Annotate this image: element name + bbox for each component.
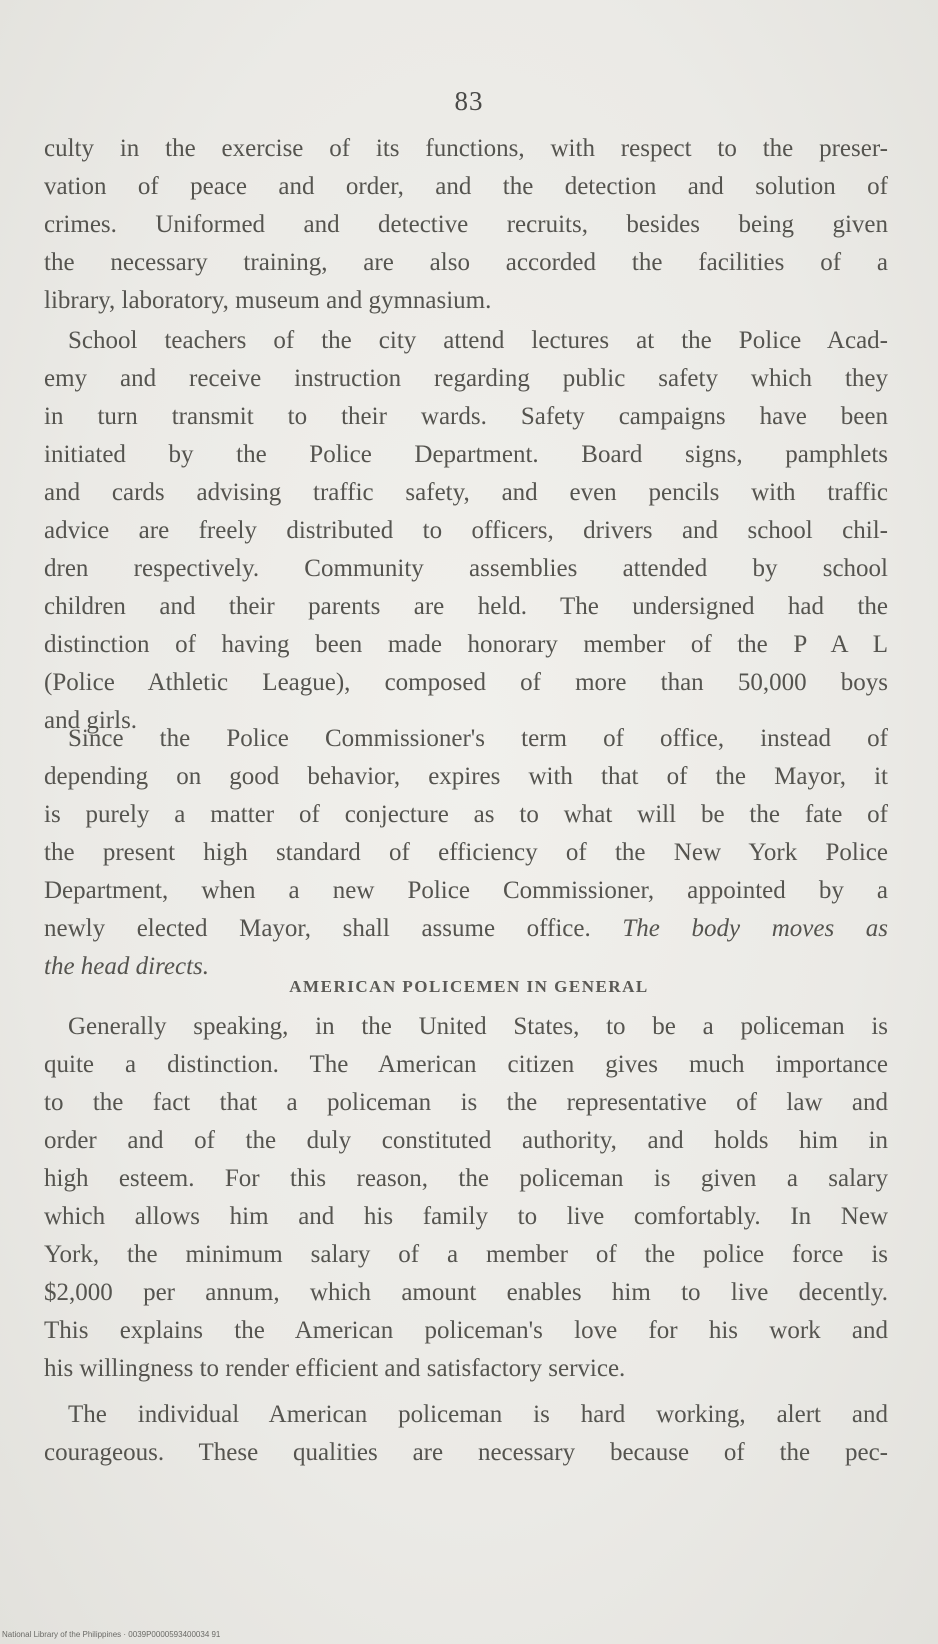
paragraph-generally-speaking <box>44 1008 888 1388</box>
text-line: courageous. These qualities are necessary because of the pec- <box>44 1439 888 1466</box>
text-line: Since the Police Commissioner's term of office, instead of <box>68 725 888 752</box>
text-segment: newly elected Mayor, shall assume office. <box>44 915 591 942</box>
scan-footer: National Library of the Philippines · 0039P0000593400034 91 <box>2 1630 221 1639</box>
text-line: depending on good behavior, expires with that of the Mayor, it <box>44 763 888 790</box>
text-line: emy and receive instruction regarding public safety which they <box>44 365 888 392</box>
text-line: crimes. Uniformed and detective recruits, besides being given <box>44 211 888 238</box>
text-line <box>44 910 888 948</box>
text-line: Department, when a new Police Commissioner, appointed by a <box>44 877 888 904</box>
text-line: the necessary training, are also accorded the facilities of a <box>44 249 888 276</box>
page-number: 83 <box>454 86 484 116</box>
text-line: order and of the duly constituted authority, and holds him in <box>44 1127 888 1154</box>
paragraph-continuation <box>44 130 888 320</box>
text-line: initiated by the Police Department. Board signs, pamphlets <box>44 441 888 468</box>
text-line: culty in the exercise of its functions, with respect to the preser- <box>44 135 888 162</box>
text-line: library, laboratory, museum and gymnasium. <box>44 287 492 314</box>
text-line: distinction of having been made honorary member of the P A L <box>44 631 888 658</box>
text-line: The individual American policeman is hard working, alert and <box>68 1401 888 1428</box>
text-line: York, the minimum salary of a member of the police force is <box>44 1241 888 1268</box>
text-line: to the fact that a policeman is the representative of law and <box>44 1089 888 1116</box>
text-line: School teachers of the city attend lectures at the Police Acad- <box>68 327 888 354</box>
text-line: children and their parents are held. The undersigned had the <box>44 593 888 620</box>
text-line: which allows him and his family to live comfortably. In New <box>44 1203 888 1230</box>
text-line: is purely a matter of conjecture as to what will be the fate of <box>44 801 888 828</box>
text-line: and girls. <box>44 707 138 734</box>
text-line: advice are freely distributed to officers, drivers and school chil- <box>44 517 888 544</box>
italic-quote: the head directs. <box>44 953 210 980</box>
text-line: and cards advising traffic safety, and even pencils with traffic <box>44 479 888 506</box>
paragraph-commissioner <box>44 720 888 986</box>
text-line: quite a distinction. The American citizen gives much importance <box>44 1051 888 1078</box>
text-line: in turn transmit to their wards. Safety campaigns have been <box>44 403 888 430</box>
paragraph-school-teachers <box>44 322 888 740</box>
text-line: (Police Athletic League), composed of more than 50,000 boys <box>44 669 888 696</box>
paragraph-individual-policeman <box>44 1396 888 1472</box>
text-line: This explains the American policeman's love for his work and <box>44 1317 888 1344</box>
text-line: $2,000 per annum, which amount enables him to live decently. <box>44 1279 888 1306</box>
text-line: vation of peace and order, and the detection and solution of <box>44 173 888 200</box>
italic-quote: The body moves as <box>622 915 889 942</box>
text-line: his willingness to render efficient and satisfactory service. <box>44 1355 626 1382</box>
text-line: Generally speaking, in the United States, to be a policeman is <box>68 1013 888 1040</box>
section-heading: AMERICAN POLICEMEN IN GENERAL <box>289 977 649 996</box>
text-line: high esteem. For this reason, the policeman is given a salary <box>44 1165 888 1192</box>
text-line: the present high standard of efficiency of the New York Police <box>44 839 888 866</box>
text-line: dren respectively. Community assemblies attended by school <box>44 555 888 582</box>
